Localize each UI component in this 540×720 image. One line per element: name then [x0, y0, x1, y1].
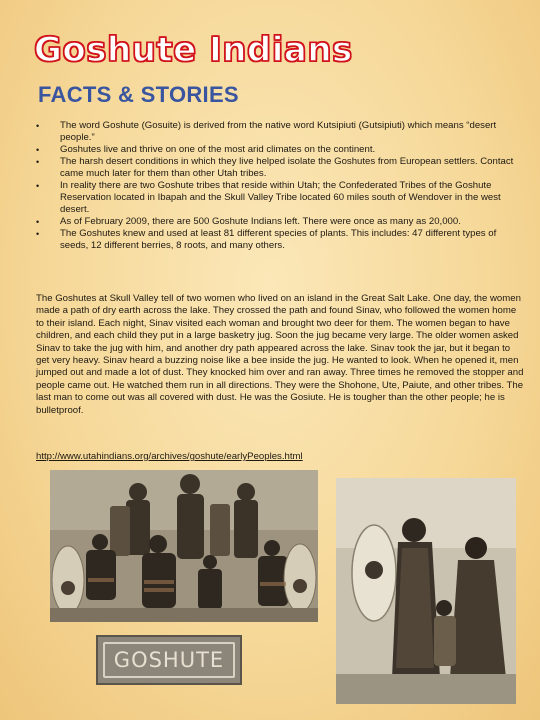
facts-list — [36, 120, 526, 252]
women-photo — [336, 478, 516, 704]
list-item — [36, 120, 526, 144]
bullet-icon: • — [36, 121, 40, 131]
sign-label: GOSHUTE — [113, 648, 225, 672]
bullet-icon: • — [36, 217, 40, 227]
page-title: Goshute Indians — [34, 30, 353, 70]
fact-text: Goshutes live and thrive on one of the most arid climates on the continent. — [60, 144, 376, 155]
list-item — [36, 180, 526, 216]
group-photo-illustration — [50, 470, 318, 622]
fact-text: The Goshutes knew and used at least 81 different species of plants. This includes: 47 different types of seeds, 12 different berries, 8 roots, and many others. — [60, 228, 497, 251]
list-item — [36, 156, 526, 180]
fact-text: In reality there are two Goshute tribes that reside within Utah; the Confederated Tribes of the Goshute Reservation located in Ibapah and the Skull Valley Tribe located 60 miles south of Wendover in the west desert. — [60, 180, 501, 215]
bullet-icon: • — [36, 145, 40, 155]
fact-text: The harsh desert conditions in which they live helped isolate the Goshutes from European settlers. Contact came much later for them than other Utah tribes. — [60, 156, 514, 179]
list-item — [36, 144, 526, 156]
bullet-icon: • — [36, 229, 40, 239]
list-item — [36, 228, 526, 252]
bullet-icon: • — [36, 157, 40, 167]
bullet-icon: • — [36, 181, 40, 191]
fact-text: As of February 2009, there are 500 Goshute Indians left. There were once as many as 20,000. — [60, 216, 461, 227]
goshute-sign — [96, 635, 242, 685]
list-item — [36, 216, 526, 228]
story-paragraph: The Goshutes at Skull Valley tell of two women who lived on an island in the Great Salt Lake. One day, the women made a path of dry earth across the lake. They crossed the path and found Sinav, who followed the women home to their island. Each night, Sinav visited each woman and brought two deer for them. The women began to have children, and each child they put in a large basketry jug. Soon the jug became very large. The older women asked Sinav to take the jug with him, and another dry path appeared across the lake. Sinav took the jar, but it began to get very heavy. Sinav heard a buzzing noise like a bee inside the jug. He wanted to look. When he opened it, men jumped out and made a lot of dust. They knocked him over and ran away. Three times he removed the stopper and people came out. He watched them run in all directions. They were the Shohone, Ute, Paiute, and other tribes. The last man to come out was all covered with dust. He was the Gosiute. He is tougher than the other people; he is bulletproof. — [36, 293, 524, 416]
source-link[interactable]: http://www.utahindians.org/archives/goshute/earlyPeoples.html — [36, 451, 303, 462]
group-photo — [50, 470, 318, 622]
women-photo-illustration — [336, 478, 516, 704]
fact-text: The word Goshute (Gosuite) is derived from the native word Kutsipiuti (Gutsipiuti) which means “desert people.” — [60, 120, 497, 143]
page-subtitle: FACTS & STORIES — [38, 82, 239, 107]
